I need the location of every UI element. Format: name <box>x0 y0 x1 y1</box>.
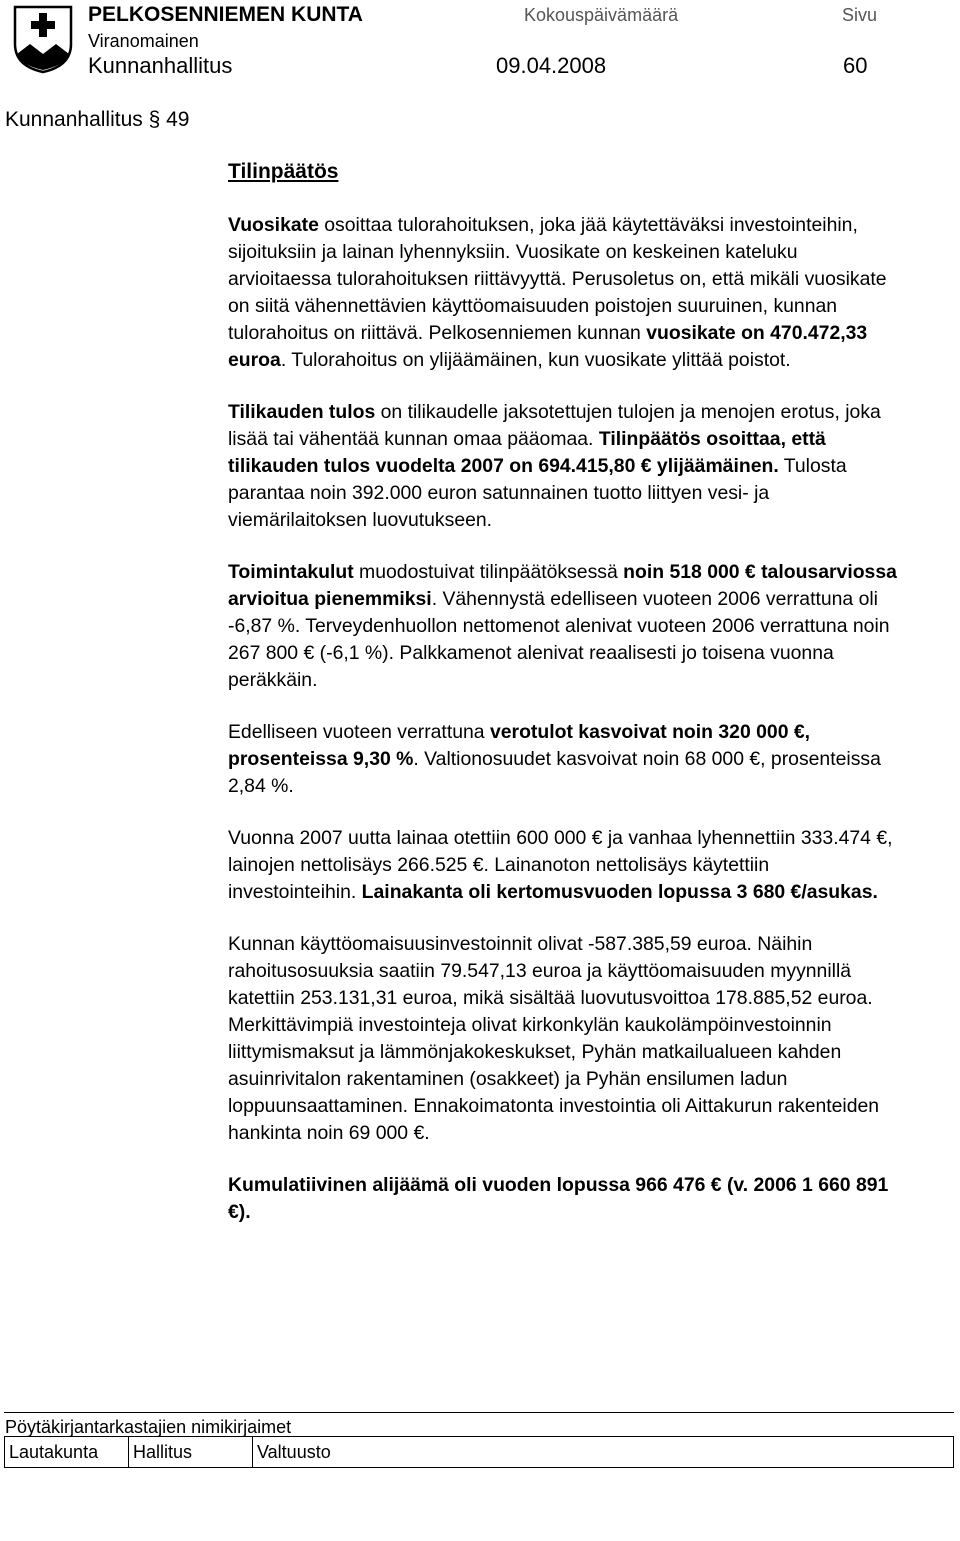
paragraph-text-run: Tilikauden tulos <box>228 401 376 423</box>
paragraph-7 <box>228 1172 900 1226</box>
paragraph-4 <box>228 719 900 800</box>
paragraph-6 <box>228 931 900 1147</box>
date-label: Kokouspäivämäärä <box>524 5 679 25</box>
section-heading: Tilinpäätös <box>228 160 339 183</box>
paragraph-1 <box>228 212 900 374</box>
section-reference: Kunnanhallitus § 49 <box>5 108 190 131</box>
page-label: Sivu <box>842 5 878 25</box>
paragraph-text-run: Tilinpäätös osoittaa, että tilikauden tulos vuodelta 2007 on 694.415,80 € ylijäämäinen. <box>228 428 826 477</box>
paragraph-text-run: noin 518 000 € talousarviossa arvioitua pienemmiksi <box>228 561 897 610</box>
paragraph-2 <box>228 399 900 534</box>
paragraph-text-run: Kumulatiivinen alijäämä oli vuoden lopussa 966 476 € (v. 2006 1 660 891 €). <box>228 1174 889 1223</box>
paragraph-text-run: Edelliseen vuoteen verrattuna <box>228 721 490 743</box>
paragraph-text-run: muodostuivat tilinpäätöksessä <box>353 561 624 583</box>
paragraph-text-run: Lainakanta oli kertomusvuoden lopussa 3 680 €/asukas. <box>361 881 878 903</box>
body-text <box>228 212 900 1251</box>
paragraph-text-run: . Valtionosuudet kasvoivat noin 68 000 €, prosenteissa 2,84 %. <box>228 748 881 797</box>
body-name: Kunnanhallitus <box>88 53 233 78</box>
footer-divider <box>4 1412 954 1413</box>
paragraph-text-run: . Vähennystä edelliseen vuoteen 2006 verrattuna oli -6,87 %. Terveydenhuollon nettomenot alenivat vuoteen 2006 verrattuna noin 267 800 € (-6,1 %). Palkkamenot alenivat reaalisesti jo toisena vuonna peräkkäin. <box>228 588 890 691</box>
org-name: PELKOSENNIEMEN KUNTA <box>88 3 363 26</box>
org-unit: Viranomainen <box>88 31 199 51</box>
paragraph-text-run: Toimintakulut <box>228 561 354 583</box>
date-value: 09.04.2008 <box>496 53 607 78</box>
footer-cell-valtuusto: Valtuusto <box>252 1436 954 1468</box>
page-value: 60 <box>843 53 868 78</box>
paragraph-text-run: Kunnan käyttöomaisuusinvestoinnit olivat -587.385,59 euroa. Näihin rahoitusosuuksia saatiin 79.547,13 euroa ja käyttöomaisuuden myynnillä katettiin 253.131,31 euroa, mikä sisältää luovutusvoittoa 178.885,52 euroa. Merkittävimpiä investointeja olivat kirkonkylän kaukolämpöinvestoinnin liittymismaksut ja lämmönjakokeskukset, Pyhän matkailualueen kahden asuinrivitalon rakentaminen (osakkeet) ja Pyhän ensilumen ladun loppuunsaattaminen. Ennakoimatonta investointia oli Aittakurun rakenteiden hankinta noin 69 000 €. <box>228 933 880 1144</box>
paragraph-5 <box>228 825 900 906</box>
footer-signature-boxes <box>4 1436 954 1468</box>
municipality-coat-of-arms-logo <box>12 4 74 74</box>
footer-cell-hallitus: Hallitus <box>128 1436 252 1468</box>
paragraph-text-run: Vuosikate <box>228 214 319 236</box>
paragraph-text-run: Tulosta parantaa noin 392.000 euron satunnainen tuotto liittyen vesi- ja viemärilaitoksen luovutukseen. <box>228 455 847 531</box>
footer-cell-lautakunta: Lautakunta <box>4 1436 128 1468</box>
footer-title: Pöytäkirjantarkastajien nimikirjaimet <box>5 1417 292 1437</box>
paragraph-text-run: . Tulorahoitus on ylijäämäinen, kun vuosikate ylittää poistot. <box>280 349 791 371</box>
paragraph-3 <box>228 559 900 694</box>
paragraph-text-run: Vuonna 2007 uutta lainaa otettiin 600 000 € ja vanhaa lyhennettiin 333.474 €, lainojen nettolisäys 266.525 €. Lainanoton nettolisäys käytettiin investointeihin. <box>228 827 893 903</box>
paragraph-text-run: on tilikaudelle jaksotettujen tulojen ja menojen erotus, joka lisää tai vähentää kunnan omaa pääomaa. <box>228 401 881 450</box>
paragraph-text-run: verotulot kasvoivat noin 320 000 €, prosenteissa 9,30 % <box>228 721 811 770</box>
paragraph-text-run: osoittaa tulorahoituksen, joka jää käytettäväksi investointeihin, sijoituksiin ja lainan lyhennyksiin. Vuosikate on keskeinen kateluku arvioitaessa tulorahoituksen riittävyyttä. Perusoletus on, että mikäli vuosikate on siitä vähennettävien käyttöomaisuuden poistojen suuruinen, kunnan tulorahoitus on riittävä. Pelkosenniemen kunnan <box>228 214 887 344</box>
paragraph-text-run: vuosikate on 470.472,33 euroa <box>228 322 868 371</box>
